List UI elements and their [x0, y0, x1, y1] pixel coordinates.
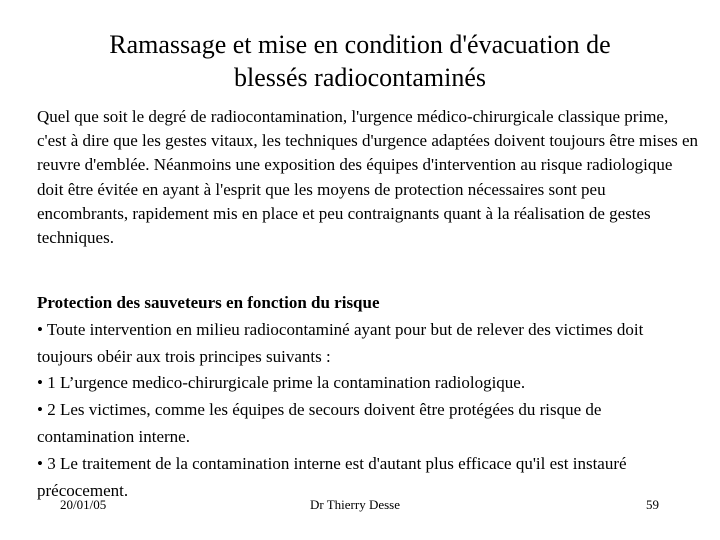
- bullet-item: • Toute intervention en milieu radiocontaminé ayant pour but de relever des victimes doit toujours obéir aux trois principes suivants :: [37, 319, 644, 366]
- protection-section: [37, 290, 699, 504]
- slide-title-line-2: blessés radiocontaminés: [234, 63, 486, 92]
- section-heading: Protection des sauveteurs en fonction du risque: [37, 293, 380, 312]
- bullet-item: • 3 Le traitement de la contamination interne est d'autant plus efficace qu'il est instauré précocement.: [37, 453, 627, 500]
- bullet-item: • 1 L’urgence medico-chirurgicale prime la contamination radiologique.: [37, 373, 526, 393]
- bullet-item: • 2 Les victimes, comme les équipes de secours doivent être protégées du risque de contamination interne.: [37, 400, 602, 446]
- footer-date: 20/01/05: [60, 497, 107, 512]
- slide-title-line-1: Ramassage et mise en condition d'évacuation de: [109, 30, 611, 59]
- intro-paragraph: Quel que soit le degré de radiocontamination, l'urgence médico-chirurgicale classique prime, c'est à dire que les gestes vitaux, les techniques d'urgence adaptées doivent toujours être mises en reuvre d'emblée. Néanmoins une exposition des équipes d'intervention au risque radiologique doit être évitée en ayant à l'esprit que les moyens de protection nécessaires sont peu encombrants, rapidement mis en place et peu contraignants quant à la réalisation de gestes techniques.: [37, 107, 699, 248]
- footer-author: Dr Thierry Desse: [310, 497, 401, 512]
- footer-page-number: 59: [646, 497, 659, 512]
- slide-title: [40, 28, 680, 94]
